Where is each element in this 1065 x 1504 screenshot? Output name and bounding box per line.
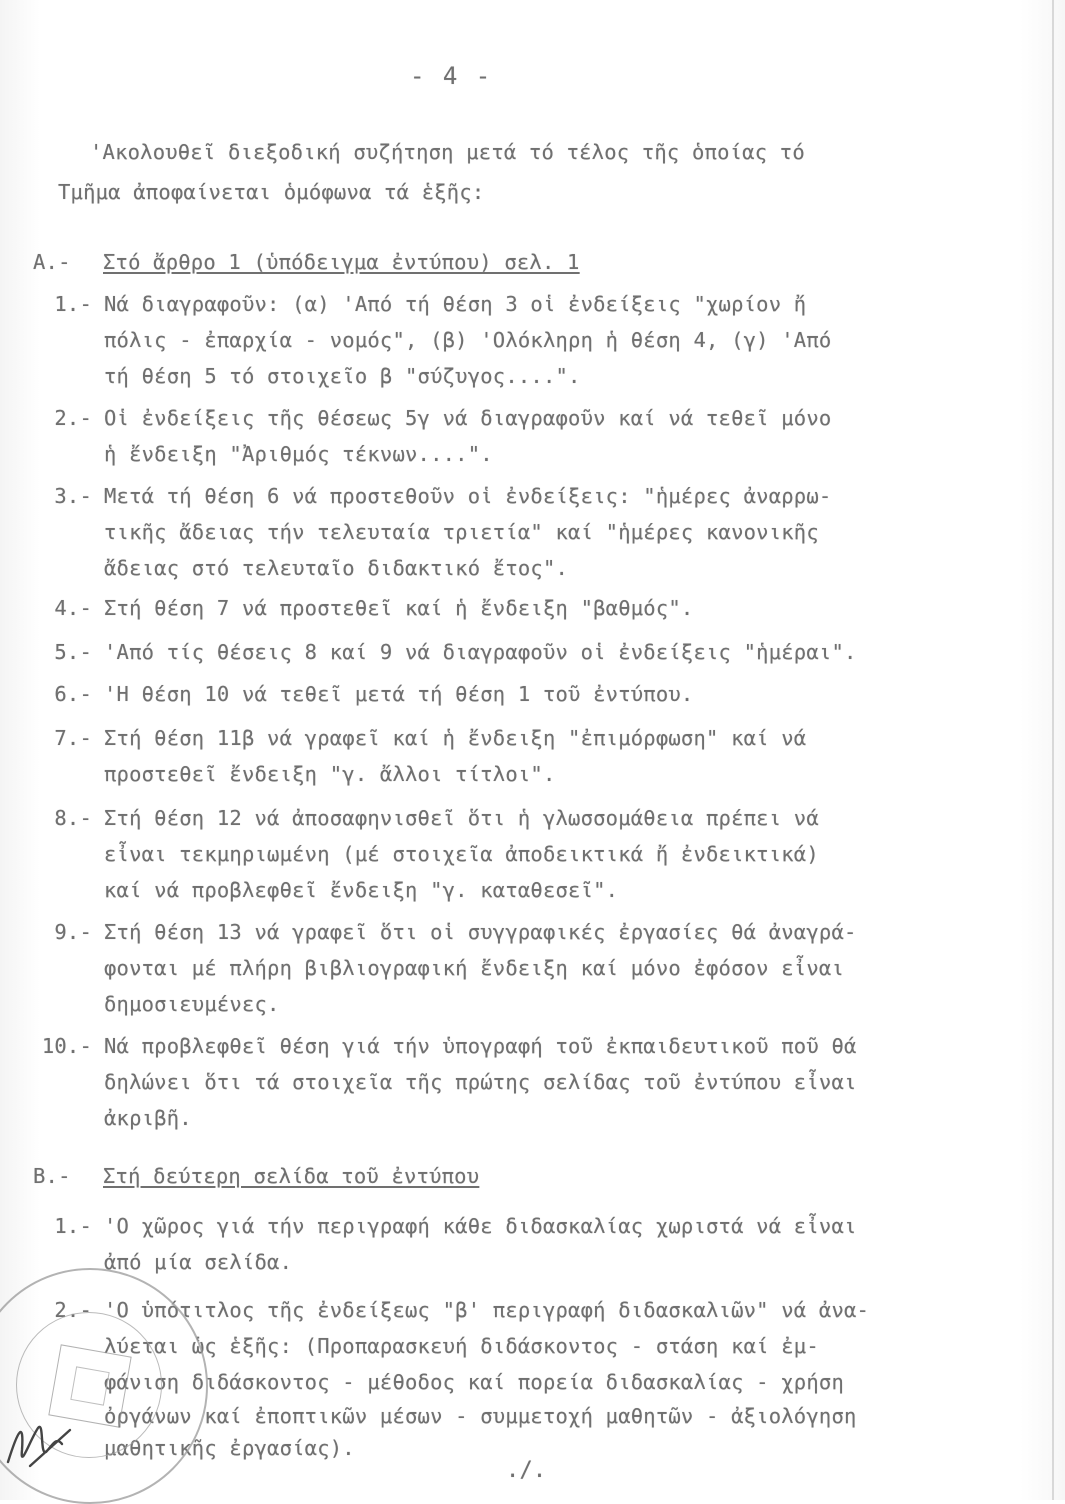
item-a4-number: 4.- <box>54 596 92 620</box>
item-a8-line-1: Στή θέση 12 νά ἀποσαφηνισθεῖ ὅτι ἡ γλωσσομάθεια πρέπει νά <box>104 806 819 830</box>
intro-line-1: 'Ακολουθεῖ διεξοδική συζήτηση μετά τό τέλος τῆς ὁποίας τό <box>90 140 805 164</box>
item-a10-line-2: δηλώνει ὅτι τά στοιχεῖα τῆς πρώτης σελίδας τοῦ ἐντύπου εἶναι <box>104 1070 857 1094</box>
item-a7-line-1: Στή θέση 11β νά γραφεῖ καί ἡ ἔνδειξη "ἐπιμόρφωση" καί νά <box>104 726 807 750</box>
item-a2-number: 2.- <box>54 406 92 430</box>
item-a7-line-2: προστεθεῖ ἔνδειξη "γ. ἄλλοι τίτλοι". <box>104 762 556 786</box>
item-a1-line-3: τή θέση 5 τό στοιχεῖο β "σύζυγος....". <box>104 364 581 388</box>
item-a3-number: 3.- <box>54 484 92 508</box>
item-a8-line-3: καί νά προβλεφθεῖ ἔνδειξη "γ. καταθεσεῖ". <box>104 878 619 902</box>
item-b2-line-1: 'Ο ὑπότιτλος τῆς ἐνδείξεως "β' περιγραφή διδασκαλιῶν" νά ἀνα- <box>104 1298 870 1322</box>
item-a9-line-2: φονται μέ πλήρη βιβλιογραφική ἔνδειξη καί μόνο ἐφόσον εἶναι <box>104 956 844 980</box>
item-a8-line-2: εἶναι τεκμηριωμένη (μέ στοιχεῖα ἀποδεικτικά ἤ ἐνδεικτικά) <box>104 842 819 866</box>
item-b1-line-2: ἀπό μία σελίδα. <box>104 1250 293 1274</box>
item-a4-line-1: Στή θέση 7 νά προστεθεῖ καί ἡ ἔνδειξη "βαθμός". <box>104 596 694 620</box>
item-b2-line-5: μαθητικῆς ἐργασίας). <box>104 1436 355 1460</box>
item-a8-number: 8.- <box>54 806 92 830</box>
item-a3-line-3: ἄδειας στό τελευταῖο διδακτικό ἔτος". <box>104 556 569 580</box>
item-a1-number: 1.- <box>54 292 92 316</box>
section-a-label: Α.- <box>33 250 71 274</box>
section-b-label: Β.- <box>33 1164 71 1188</box>
item-b2-line-3: φάνιση διδάσκοντος - μέθοδος καί πορεία διδασκαλίας - χρήση <box>104 1370 844 1394</box>
item-b2-line-4: ὀργάνων καί ἐποπτικῶν μέσων - συμμετοχή μαθητῶν - ἀξιολόγηση <box>104 1404 857 1428</box>
item-a5-line-1: 'Από τίς θέσεις 8 καί 9 νά διαγραφοῦν οἱ ἐνδείξεις "ἡμέραι". <box>104 640 857 664</box>
item-b2-number: 2.- <box>54 1298 92 1322</box>
intro-line-2: Τμῆμα ἀποφαίνεται ὁμόφωνα τά ἑξῆς: <box>58 180 485 204</box>
item-a1-line-1: Νά διαγραφοῦν: (α) 'Από τή θέση 3 οἱ ἐνδείξεις "χωρίον ἤ <box>104 292 807 316</box>
item-b1-number: 1.- <box>54 1214 92 1238</box>
section-a-title: Στό ἄρθρο 1 (ὑπόδειγμα ἐντύπου) σελ. 1 <box>103 250 580 274</box>
page-number: - 4 - <box>410 62 493 90</box>
item-a6-number: 6.- <box>54 682 92 706</box>
item-a10-line-3: ἀκριβῆ. <box>104 1106 192 1130</box>
item-a7-number: 7.- <box>54 726 92 750</box>
item-a1-line-2: πόλις - ἐπαρχία - νομός", (β) 'Ολόκληρη ἡ θέση 4, (γ) 'Από <box>104 328 832 352</box>
item-a9-number: 9.- <box>54 920 92 944</box>
item-a2-line-1: Οἱ ἐνδείξεις τῆς θέσεως 5γ νά διαγραφοῦν καί νά τεθεῖ μόνο <box>104 406 832 430</box>
item-a5-number: 5.- <box>54 640 92 664</box>
item-a9-line-1: Στή θέση 13 νά γραφεῖ ὅτι οἱ συγγραφικές ἐργασίες θά ἀναγρά- <box>104 920 857 944</box>
item-a3-line-1: Μετά τή θέση 6 νά προστεθοῦν οἱ ἐνδείξεις: "ἡμέρες ἀναρρω- <box>104 484 832 508</box>
item-b2-line-2: λύεται ὡς ἑξῆς: (Προπαρασκευή διδάσκοντος - στάση καί ἐμ- <box>104 1334 819 1358</box>
continuation-mark: ./. <box>506 1458 547 1483</box>
item-a9-line-3: δημοσιευμένες. <box>104 992 280 1016</box>
item-a10-number: 10.- <box>41 1034 92 1058</box>
item-a3-line-2: τικῆς ἄδειας τήν τελευταία τριετία" καί "ἡμέρες κανονικῆς <box>104 520 819 544</box>
item-b1-line-1: 'Ο χῶρος γιά τήν περιγραφή κάθε διδασκαλίας χωριστά νά εἶναι <box>104 1214 857 1238</box>
item-a2-line-2: ἡ ἔνδειξη "Ἀριθμός τέκνων....". <box>104 442 493 466</box>
item-a10-line-1: Νά προβλεφθεῖ θέση γιά τήν ὑπογραφή τοῦ ἐκπαιδευτικοῦ ποῦ θά <box>104 1034 857 1058</box>
signature-icon <box>0 1400 80 1480</box>
page-edge-line <box>1052 0 1054 1500</box>
item-a6-line-1: 'Η θέση 10 νά τεθεῖ μετά τή θέση 1 τοῦ ἐντύπου. <box>104 682 694 706</box>
section-b-title: Στή δεύτερη σελίδα τοῦ ἐντύπου <box>103 1164 480 1188</box>
